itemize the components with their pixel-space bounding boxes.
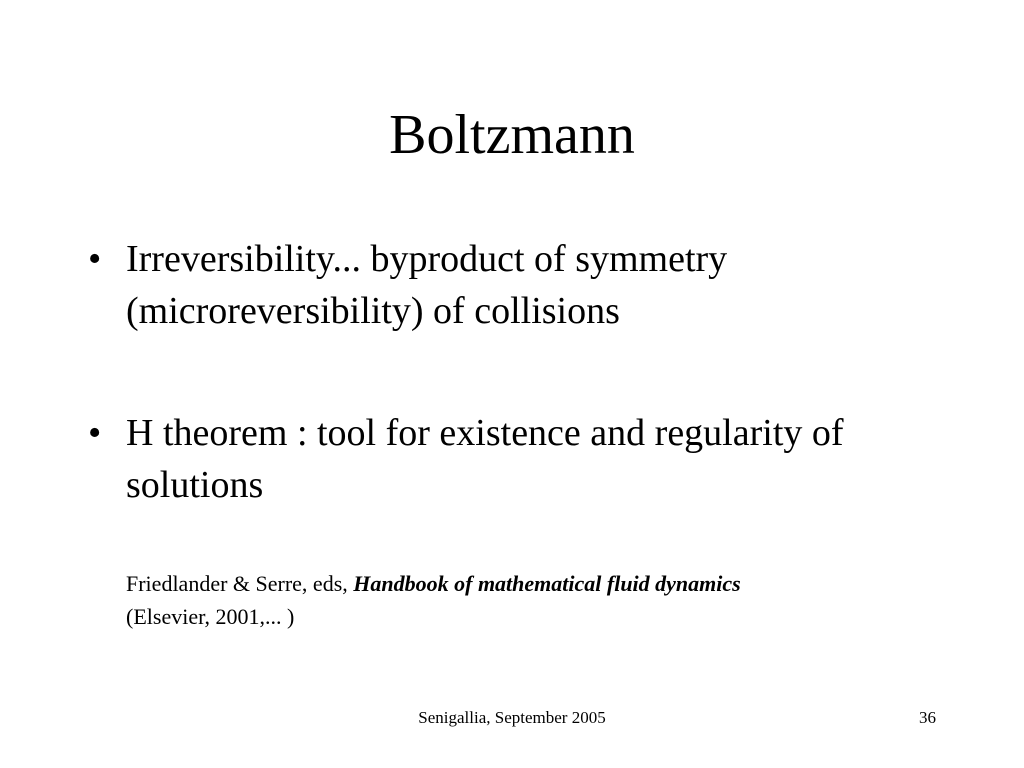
bullet-marker: • [88,238,102,280]
reference-citation [126,567,966,633]
reference-authors: Friedlander & Serre, eds, [126,571,354,596]
reference-publisher: (Elsevier, 2001,... ) [126,604,295,629]
bullet-marker: • [88,412,102,454]
bullet-item [88,407,968,511]
reference-book-title: Handbook of mathematical fluid dynamics [353,571,741,596]
bullet-text: H theorem : tool for existence and regularity of solutions [126,412,844,506]
bullet-item [88,233,968,337]
page-number: 36 [919,708,936,727]
bullet-text: Irreversibility... byproduct of symmetry (microreversibility) of collisions [126,238,728,332]
footer-text: Senigallia, September 2005 [418,708,606,727]
slide-title: Boltzmann [389,104,635,166]
